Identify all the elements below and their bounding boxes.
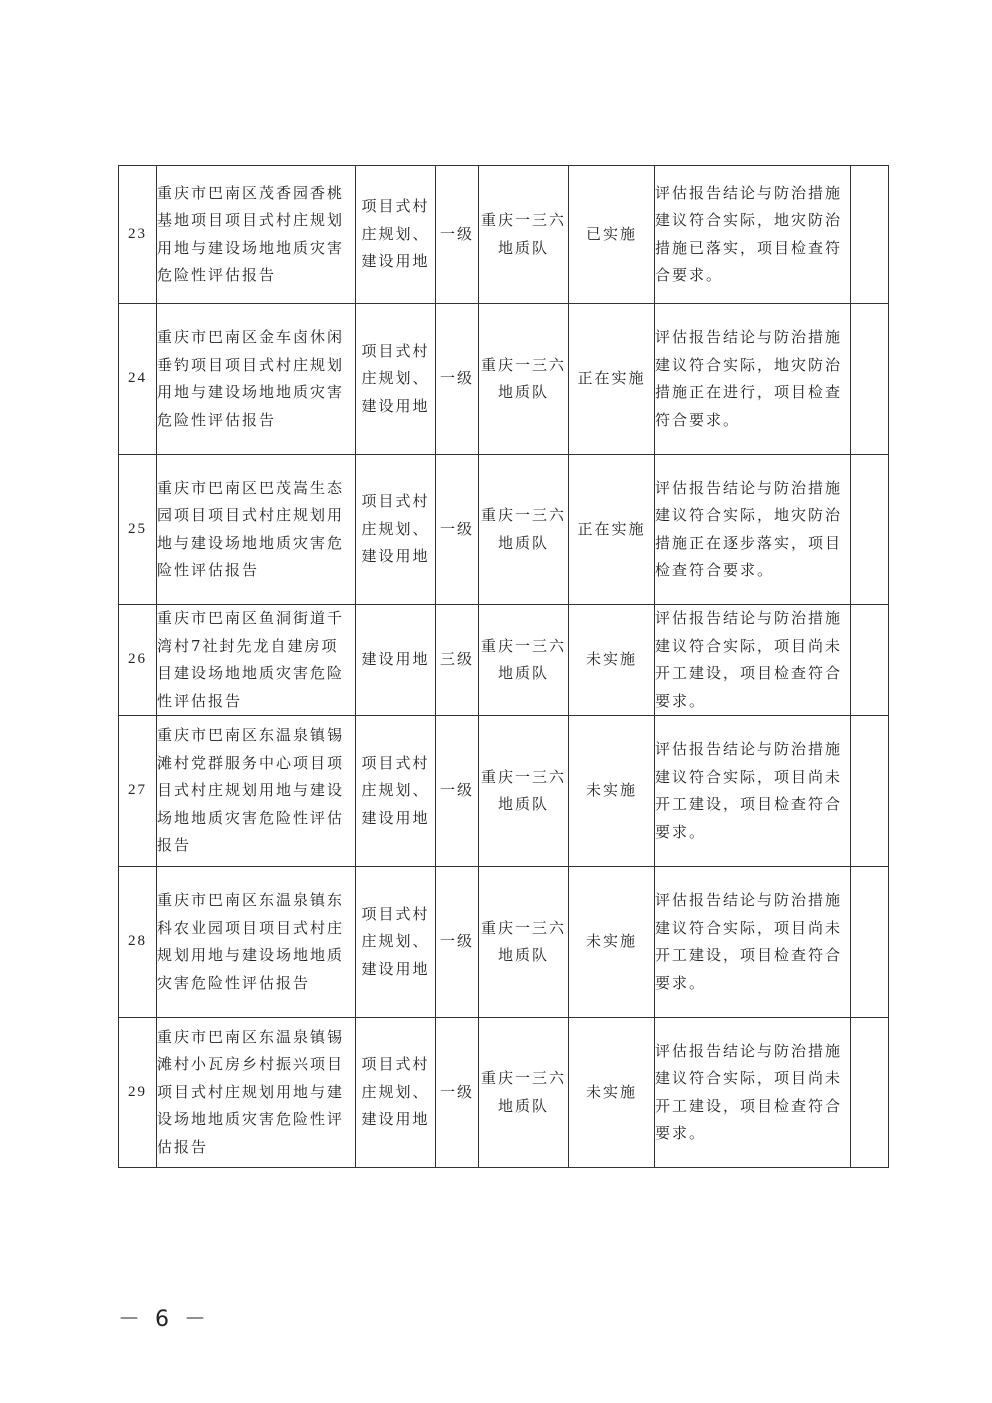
land-type-cell: 项目式村庄规划、建设用地 (356, 1018, 436, 1168)
assessment-unit-cell: 重庆一三六地质队 (479, 716, 569, 867)
assessment-grade-cell: 一级 (436, 304, 479, 455)
implementation-status-cell: 正在实施 (569, 455, 655, 605)
land-type-cell: 项目式村庄规划、建设用地 (356, 304, 436, 455)
remark-cell (851, 1018, 889, 1168)
implementation-status-cell: 已实施 (569, 166, 655, 304)
implementation-status-cell: 未实施 (569, 867, 655, 1018)
land-type-cell: 项目式村庄规划、建设用地 (356, 166, 436, 304)
inspection-conclusion-cell: 评估报告结论与防治措施建议符合实际，地灾防治措施已落实，项目检查符合要求。 (655, 166, 851, 304)
implementation-status-cell: 未实施 (569, 1018, 655, 1168)
remark-cell (851, 166, 889, 304)
remark-cell (851, 455, 889, 605)
row-number-cell: 29 (119, 1018, 157, 1168)
remark-cell (851, 605, 889, 716)
assessment-unit-cell: 重庆一三六地质队 (479, 304, 569, 455)
implementation-status-cell: 未实施 (569, 716, 655, 867)
land-type-cell: 项目式村庄规划、建设用地 (356, 867, 436, 1018)
assessment-unit-cell: 重庆一三六地质队 (479, 867, 569, 1018)
project-name-cell: 重庆市巴南区东温泉镇东科农业园项目项目式村庄规划用地与建设场地地质灾害危险性评估报告 (157, 867, 356, 1018)
remark-cell (851, 716, 889, 867)
remark-cell (851, 867, 889, 1018)
assessment-grade-cell: 一级 (436, 455, 479, 605)
report-table (118, 165, 889, 1168)
project-name-cell: 重庆市巴南区鱼洞街道千湾村7社封先龙自建房项目建设场地地质灾害危险性评估报告 (157, 605, 356, 716)
table-row (119, 605, 889, 716)
project-name-cell: 重庆市巴南区茂香园香桃基地项目项目式村庄规划用地与建设场地地质灾害危险性评估报告 (157, 166, 356, 304)
row-number-cell: 25 (119, 455, 157, 605)
inspection-conclusion-cell: 评估报告结论与防治措施建议符合实际，项目尚未开工建设，项目检查符合要求。 (655, 605, 851, 716)
page-number: － 6 － (118, 1307, 210, 1332)
inspection-conclusion-cell: 评估报告结论与防治措施建议符合实际，项目尚未开工建设，项目检查符合要求。 (655, 867, 851, 1018)
inspection-conclusion-cell: 评估报告结论与防治措施建议符合实际，地灾防治措施正在逐步落实，项目检查符合要求。 (655, 455, 851, 605)
table-row (119, 455, 889, 605)
row-number-cell: 28 (119, 867, 157, 1018)
row-number-cell: 26 (119, 605, 157, 716)
row-number-cell: 23 (119, 166, 157, 304)
implementation-status-cell: 正在实施 (569, 304, 655, 455)
land-type-cell: 建设用地 (356, 605, 436, 716)
assessment-grade-cell: 一级 (436, 1018, 479, 1168)
assessment-unit-cell: 重庆一三六地质队 (479, 166, 569, 304)
project-name-cell: 重庆市巴南区金车卤休闲垂钓项目项目式村庄规划用地与建设场地地质灾害危险性评估报告 (157, 304, 356, 455)
implementation-status-cell: 未实施 (569, 605, 655, 716)
remark-cell (851, 304, 889, 455)
table-row (119, 166, 889, 304)
assessment-grade-cell: 三级 (436, 605, 479, 716)
land-type-cell: 项目式村庄规划、建设用地 (356, 455, 436, 605)
assessment-unit-cell: 重庆一三六地质队 (479, 605, 569, 716)
project-name-cell: 重庆市巴南区巴茂嵩生态园项目项目式村庄规划用地与建设场地地质灾害危险性评估报告 (157, 455, 356, 605)
inspection-conclusion-cell: 评估报告结论与防治措施建议符合实际，项目尚未开工建设，项目检查符合要求。 (655, 1018, 851, 1168)
table-body (119, 166, 889, 1168)
assessment-grade-cell: 一级 (436, 166, 479, 304)
table-row (119, 716, 889, 867)
inspection-conclusion-cell: 评估报告结论与防治措施建议符合实际，地灾防治措施正在进行，项目检查符合要求。 (655, 304, 851, 455)
project-name-cell: 重庆市巴南区东温泉镇锡滩村党群服务中心项目项目式村庄规划用地与建设场地地质灾害危险性评估报告 (157, 716, 356, 867)
land-type-cell: 项目式村庄规划、建设用地 (356, 716, 436, 867)
assessment-unit-cell: 重庆一三六地质队 (479, 455, 569, 605)
table-row (119, 304, 889, 455)
assessment-grade-cell: 一级 (436, 716, 479, 867)
row-number-cell: 24 (119, 304, 157, 455)
project-name-cell: 重庆市巴南区东温泉镇锡滩村小瓦房乡村振兴项目项目式村庄规划用地与建设场地地质灾害危险性评估报告 (157, 1018, 356, 1168)
assessment-unit-cell: 重庆一三六地质队 (479, 1018, 569, 1168)
inspection-conclusion-cell: 评估报告结论与防治措施建议符合实际，项目尚未开工建设，项目检查符合要求。 (655, 716, 851, 867)
assessment-grade-cell: 一级 (436, 867, 479, 1018)
row-number-cell: 27 (119, 716, 157, 867)
table-row (119, 867, 889, 1018)
table-row (119, 1018, 889, 1168)
